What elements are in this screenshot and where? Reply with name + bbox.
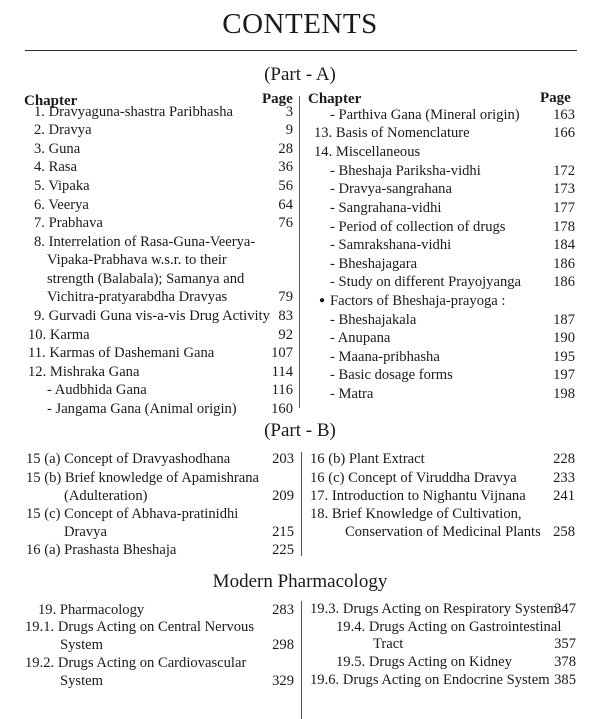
toc-entry	[34, 103, 293, 121]
right-chapter-header: Chapter	[308, 91, 362, 107]
toc-entry-title: Dravya	[64, 524, 107, 540]
toc-entry-title: - Maana-pribhasha	[330, 349, 440, 365]
toc-entry-title: 17. Introduction to Nighantu Vijnana	[310, 488, 526, 504]
toc-entry-title: 19.3. Drugs Acting on Respiratory System	[310, 601, 558, 617]
toc-entry-page: 36	[278, 159, 293, 175]
toc-entry	[60, 672, 294, 690]
toc-entry-title: 5. Vipaka	[34, 178, 90, 194]
toc-entry	[34, 121, 293, 139]
part-a-column-divider	[299, 96, 300, 408]
toc-entry-title: (Adulteration)	[64, 488, 148, 504]
toc-entry-title: System	[60, 673, 103, 689]
toc-entry-title: - Bheshajagara	[330, 256, 418, 272]
toc-entry-page: 197	[553, 367, 575, 383]
toc-entry	[34, 214, 293, 232]
toc-entry-page: 166	[553, 125, 575, 141]
toc-entry	[330, 162, 575, 180]
toc-entry-title: 12. Mishraka Gana	[28, 364, 140, 380]
toc-entry	[330, 385, 575, 403]
toc-entry-page: 160	[271, 401, 293, 417]
toc-entry-title: - Anupana	[330, 330, 391, 346]
toc-entry-page: 347	[554, 601, 576, 617]
toc-entry-page: 233	[553, 470, 575, 486]
toc-entry-page: 114	[271, 364, 293, 380]
toc-entry	[34, 177, 293, 195]
toc-entry-page: 190	[553, 330, 575, 346]
toc-entry-title: 4. Rasa	[34, 159, 77, 175]
toc-entry-page: 186	[553, 256, 575, 272]
toc-entry-title: 18. Brief Knowledge of Cultivation,	[310, 506, 522, 522]
toc-entry-page: 298	[272, 637, 294, 653]
toc-entry-page: 195	[553, 349, 575, 365]
toc-entry-page: 56	[278, 178, 293, 194]
toc-entry	[310, 505, 575, 523]
toc-entry	[330, 273, 575, 291]
toc-entry	[47, 270, 293, 288]
toc-entry-title: - Sangrahana-vidhi	[330, 200, 442, 216]
toc-entry	[34, 140, 293, 158]
toc-entry-title: Vipaka-Prabhava w.s.r. to their	[47, 252, 227, 268]
modern-pharmacology-heading: Modern Pharmacology	[212, 571, 388, 592]
toc-entry-title: 16 (b) Plant Extract	[310, 451, 425, 467]
toc-entry	[34, 233, 293, 251]
left-page-header: Page	[262, 91, 293, 107]
part-b-heading: (Part - B)	[264, 420, 336, 441]
toc-entry	[330, 199, 575, 217]
part-b-column-divider	[301, 452, 302, 556]
toc-entry-page: 3	[285, 104, 293, 120]
toc-entry	[25, 618, 294, 636]
toc-entry	[25, 654, 294, 672]
toc-entry	[310, 671, 576, 689]
toc-entry	[28, 363, 293, 381]
toc-entry	[28, 326, 293, 344]
toc-entry	[26, 505, 294, 523]
toc-entry	[330, 329, 575, 347]
toc-entry-page: 173	[553, 181, 575, 197]
toc-entry	[310, 469, 575, 487]
title-divider	[25, 50, 577, 51]
toc-entry	[310, 487, 575, 505]
toc-entry-title: 16 (c) Concept of Viruddha Dravya	[310, 470, 517, 486]
toc-entry-page: 116	[271, 382, 293, 398]
page-title: CONTENTS	[222, 8, 378, 40]
toc-entry-title: 19.2. Drugs Acting on Cardiovascular	[25, 655, 247, 671]
toc-entry	[26, 541, 294, 559]
toc-entry-page: 198	[553, 386, 575, 402]
toc-entry-title: - Samrakshana-vidhi	[330, 237, 452, 253]
toc-entry-page: 28	[278, 141, 293, 157]
toc-entry	[28, 344, 293, 362]
toc-entry-page: 283	[272, 602, 294, 618]
toc-entry-title: 9. Gurvadi Guna vis-a-vis Drug Activity	[34, 308, 270, 324]
toc-entry-title: - Parthiva Gana (Mineral origin)	[330, 107, 520, 123]
toc-entry-title: 6. Veerya	[34, 197, 89, 213]
toc-entry-title: 19.6. Drugs Acting on Endocrine System	[310, 672, 550, 688]
toc-entry-title: 3. Guna	[34, 141, 81, 157]
toc-entry-title: 13. Basis of Nomenclature	[314, 125, 470, 141]
toc-entry	[330, 311, 575, 329]
toc-entry	[34, 307, 293, 325]
toc-entry-title: 14. Miscellaneous	[314, 144, 421, 160]
toc-entry-page: 187	[553, 312, 575, 328]
toc-entry-title: 19.4. Drugs Acting on Gastrointestinal	[336, 619, 562, 635]
toc-entry-title: Factors of Bheshaja-prayoga :	[330, 293, 506, 309]
bullet-icon: ●	[319, 295, 326, 306]
toc-entry-title: 7. Prabhava	[34, 215, 103, 231]
toc-entry-title: - Basic dosage forms	[330, 367, 453, 383]
toc-entry-title: Conservation of Medicinal Plants	[345, 524, 541, 540]
toc-entry-page: 329	[272, 673, 294, 689]
toc-entry	[60, 636, 294, 654]
toc-entry-page: 215	[272, 524, 294, 540]
part-a-heading: (Part - A)	[264, 64, 336, 85]
toc-entry-title: 19.1. Drugs Acting on Central Nervous	[25, 619, 255, 635]
toc-entry	[47, 288, 293, 306]
toc-entry	[26, 469, 294, 487]
toc-entry	[34, 196, 293, 214]
toc-entry	[330, 348, 575, 366]
toc-entry	[336, 653, 576, 671]
toc-entry-title: - Bheshajakala	[330, 312, 417, 328]
toc-entry	[38, 601, 294, 619]
toc-entry	[64, 487, 294, 505]
toc-entry	[330, 255, 575, 273]
toc-entry-page: 258	[553, 524, 575, 540]
toc-entry-page: 163	[553, 107, 575, 123]
toc-entry-page: 9	[285, 122, 293, 138]
toc-entry-page: 64	[278, 197, 293, 213]
toc-entry-page: 177	[553, 200, 575, 216]
toc-entry	[330, 218, 575, 236]
toc-entry-page: 107	[271, 345, 293, 361]
toc-entry-title: 11. Karmas of Dashemani Gana	[28, 345, 215, 361]
toc-entry-title: 8. Interrelation of Rasa-Guna-Veerya-	[34, 234, 256, 250]
toc-entry-title: 19.5. Drugs Acting on Kidney	[336, 654, 512, 670]
toc-entry	[47, 400, 293, 418]
toc-entry-title: 10. Karma	[28, 327, 90, 343]
toc-entry-page: 203	[272, 451, 294, 467]
toc-entry	[330, 180, 575, 198]
toc-entry	[47, 251, 293, 269]
toc-entry-title: - Audbhida Gana	[47, 382, 147, 398]
modern-column-divider	[301, 601, 302, 719]
toc-entry	[47, 381, 293, 399]
toc-entry-title: - Matra	[330, 386, 374, 402]
toc-entry-title: Vichitra-pratyarabdha Dravyas	[47, 289, 228, 305]
toc-entry-page: 209	[272, 488, 294, 504]
right-page-header: Page	[540, 90, 571, 106]
toc-entry-page: 385	[554, 672, 576, 688]
toc-entry	[26, 450, 294, 468]
toc-entry-title: 1. Dravyaguna-shastra Paribhasha	[34, 104, 233, 120]
left-chapter-header: Chapter	[24, 93, 78, 109]
toc-entry-title: strength (Balabala); Samanya and	[47, 271, 245, 287]
toc-entry-page: 228	[553, 451, 575, 467]
toc-entry	[34, 158, 293, 176]
toc-entry	[330, 292, 575, 310]
toc-entry-title: Tract	[373, 636, 404, 652]
toc-entry	[314, 124, 575, 142]
toc-entry-page: 92	[278, 327, 293, 343]
toc-entry-page: 225	[272, 542, 294, 558]
toc-entry	[330, 366, 575, 384]
toc-entry	[310, 450, 575, 468]
toc-entry-title: - Period of collection of drugs	[330, 219, 506, 235]
toc-entry-page: 184	[553, 237, 575, 253]
toc-entry-page: 76	[278, 215, 293, 231]
toc-entry	[330, 106, 575, 124]
toc-entry-title: - Dravya-sangrahana	[330, 181, 452, 197]
toc-entry-title: System	[60, 637, 103, 653]
toc-entry	[310, 600, 576, 618]
toc-entry-page: 186	[553, 274, 575, 290]
toc-entry-page: 172	[553, 163, 575, 179]
toc-entry-page: 178	[553, 219, 575, 235]
toc-entry-page: 83	[278, 308, 293, 324]
toc-entry-title: 15 (a) Concept of Dravyashodhana	[26, 451, 231, 467]
toc-entry-title: 15 (c) Concept of Abhava-pratinidhi	[26, 506, 239, 522]
toc-entry-page: 241	[553, 488, 575, 504]
toc-entry-title: 16 (a) Prashasta Bheshaja	[26, 542, 177, 558]
toc-entry-page: 79	[278, 289, 293, 305]
toc-entry	[345, 523, 575, 541]
toc-entry-title: 2. Dravya	[34, 122, 92, 138]
toc-entry-title: 19. Pharmacology	[38, 602, 145, 618]
toc-entry	[336, 618, 576, 636]
toc-entry-title: - Jangama Gana (Animal origin)	[47, 401, 237, 417]
toc-entry	[373, 635, 576, 653]
toc-entry	[330, 236, 575, 254]
toc-entry	[314, 143, 575, 161]
toc-entry-title: - Bheshaja Pariksha-vidhi	[330, 163, 481, 179]
toc-entry	[64, 523, 294, 541]
toc-entry-title: - Study on different Prayojyanga	[330, 274, 522, 290]
toc-entry-title: 15 (b) Brief knowledge of Apamishrana	[26, 470, 260, 486]
toc-entry-page: 378	[554, 654, 576, 670]
toc-entry-page: 357	[554, 636, 576, 652]
